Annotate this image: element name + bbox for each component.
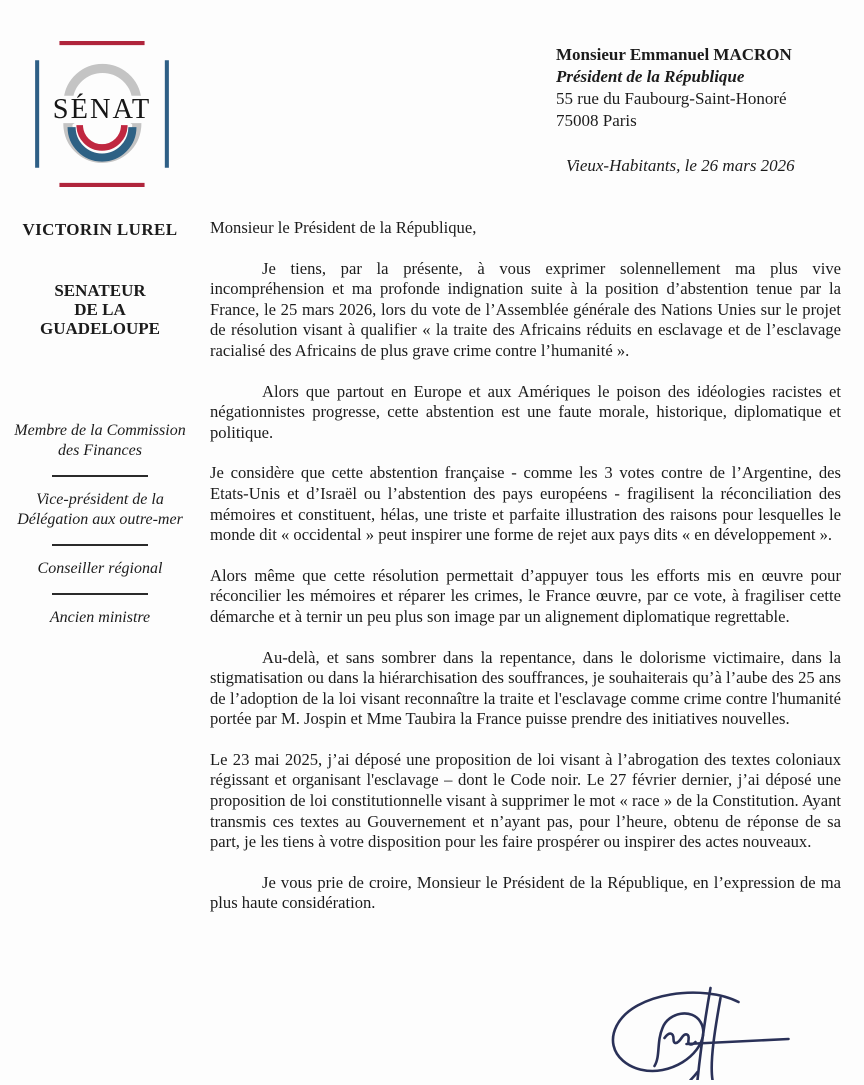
sender-position-conseiller: Conseiller régional bbox=[37, 560, 163, 577]
recipient-block bbox=[556, 44, 792, 132]
paragraph-2: Alors que partout en Europe et aux Amériques le poison des idéologies racistes et négationnistes progresse, cette abstention est une faute morale, historique, diplomatique et politique. bbox=[210, 381, 841, 442]
signature-icon bbox=[596, 986, 806, 1080]
sender-role bbox=[10, 281, 190, 338]
sender-role-line3: GUADELOUPE bbox=[40, 319, 160, 338]
senat-logo-text: SÉNAT bbox=[52, 94, 152, 126]
recipient-street: 55 rue du Faubourg-Saint-Honoré bbox=[556, 89, 787, 108]
recipient-title: Président de la République bbox=[556, 67, 745, 86]
paragraph-3: Je considère que cette abstention française - comme les 3 votes contre de l’Argentine, des Etats-Unis et d’Israël ou l’abstention des pays européens - fragilisent la réconciliation des mémoires et constituent, hélas, une triste et parfaite illustration des raisons pour lesquelles le monde dit « occidental » peut inspirer une forme de rejet aux pays dits « en développement ». bbox=[210, 463, 841, 545]
sidebar-divider bbox=[52, 475, 148, 477]
sidebar-divider bbox=[52, 593, 148, 595]
sender-position-ministre: Ancien ministre bbox=[49, 609, 151, 626]
sender-role-line2: DE LA bbox=[74, 300, 126, 319]
paragraph-6: Le 23 mai 2025, j’ai déposé une proposition de loi visant à l’abrogation des textes coloniaux régissant et organisant l'esclavage – dont le Code noir. Le 27 février dernier, j’ai déposé une proposition de loi constitutionnelle visant à supprimer le mot « race » de la Constitution. Ayant transmis ces textes au Gouvernement et n’ayant pas, pour l’heure, obtenu de réponse de sa part, je les tiens à votre disposition pour les faire prospérer ou inspirer des actes nouveaux. bbox=[210, 749, 841, 852]
sender-name: VICTORIN LUREL bbox=[22, 220, 178, 239]
recipient-city: 75008 Paris bbox=[556, 111, 637, 130]
sender-sidebar bbox=[10, 220, 190, 628]
paragraph-4: Alors même que cette résolution permettait d’appuyer tous les efforts mis en œuvre pour réconcilier les mémoires et réparer les crimes, le France œuvre, par ce vote, à fragiliser cette démarche et à ternir un peu plus son image par un alignement diplomatique regrettable. bbox=[210, 565, 841, 626]
sender-role-line1: SENATEUR bbox=[54, 281, 146, 300]
sender-position-delegation: Vice-président de la Délégation aux outre-mer bbox=[17, 491, 183, 528]
paragraph-1: Je tiens, par la présente, à vous exprimer solennellement ma plus vive incompréhension et ma profonde indignation suite à la position d’abstention tenue par la France, le 25 mars 2026, lors du vote de l’Assemblée générale des Nations Unies sur le projet de résolution visant à qualifier « la traite des Africains réduits en esclavage et de l’esclavage racialisé des Africains de plus grave crime contre l’humanité ». bbox=[210, 258, 841, 360]
salutation: Monsieur le Président de la République, bbox=[210, 218, 477, 237]
closing-formula: Je vous prie de croire, Monsieur le Président de la République, en l’expression de ma plus haute considération. bbox=[210, 872, 841, 913]
dateline: Vieux-Habitants, le 26 mars 2026 bbox=[566, 156, 795, 175]
signature bbox=[596, 986, 806, 1080]
recipient-name: Monsieur Emmanuel MACRON bbox=[556, 45, 792, 64]
sidebar-divider bbox=[52, 544, 148, 546]
paragraph-5: Au-delà, et sans sombrer dans la repentance, dans le dolorisme victimaire, dans la stigmatisation ou dans la hiérarchisation des souffrances, je souhaiterais qu’à l’aube des 25 ans de l’adoption de la loi visant reconnaître la traite et l'esclavage comme crime contre l'humanité portée par M. Jospin et Mme Taubira la France puisse prendre des initiatives nouvelles. bbox=[210, 647, 841, 729]
senat-logo-icon bbox=[28, 38, 176, 190]
senat-logo bbox=[28, 38, 176, 190]
letter-body bbox=[210, 218, 841, 934]
sender-position-finances: Membre de la Commission des Finances bbox=[14, 422, 186, 459]
